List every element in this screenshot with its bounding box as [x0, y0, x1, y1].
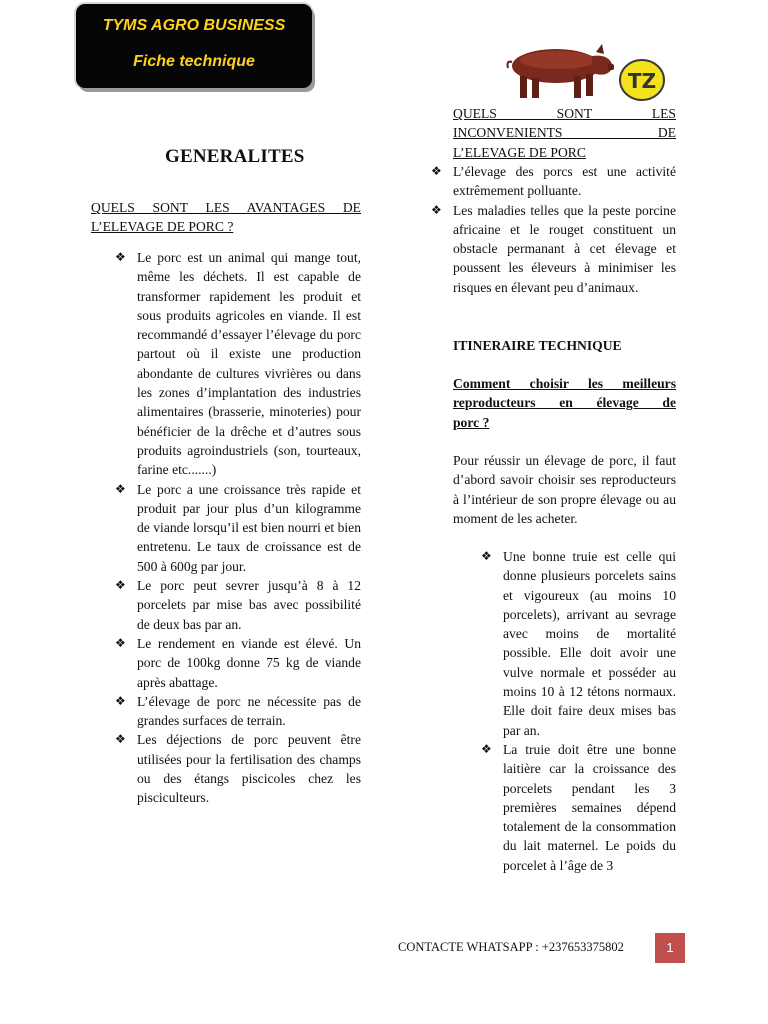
diamond-bullet-icon: ❖: [115, 481, 126, 496]
diamond-bullet-icon: ❖: [115, 635, 126, 650]
itineraire-title: ITINERAIRE TECHNIQUE: [453, 338, 622, 353]
list-item: ❖ Les maladies telles que la peste porcine africaine et le rouget constituent un obstacle permanant à cet élevage et poussent les éleveurs à minimiser les risques en élevant peu d’animaux.: [431, 202, 676, 295]
inconvenients-list: [431, 162, 676, 297]
list-item: ❖ Une bonne truie est celle qui donne plusieurs porcelets sains et vigoureux (au moins 10 porcelets), arrivant au sevrage avec moins de mortalité possible. Elle doit avoir une vulve normale et posséder au moins 10 à 12 tétons normaux. Elle doit faire deux mises bas par an.: [481, 549, 676, 738]
list-item: ❖ La truie doit être une bonne laitière car la croissance des porcelets pendant les 3 premières semaines dépend totalement de la consommation du lait maternel. Le poids du porcelet à l’âge de 3: [481, 741, 676, 873]
diamond-bullet-icon: ❖: [481, 741, 492, 756]
diamond-bullet-icon: ❖: [115, 578, 126, 593]
company-name: TYMS AGRO BUSINESS: [102, 17, 286, 34]
document-subtitle: Fiche technique: [133, 53, 255, 70]
tz-logo-icon: [618, 58, 666, 102]
list-item: ❖ Le rendement en viande est élevé. Un porc de 100kg donne 75 kg de viande après abattage.: [115, 635, 361, 690]
diamond-bullet-icon: ❖: [431, 164, 442, 178]
list-item: ❖ L’élevage de porc ne nécessite pas de grandes surfaces de terrain.: [115, 693, 361, 729]
footer-contact: CONTACTE WHATSAPP : +237653375802: [398, 940, 624, 954]
inconvenients-title: QUELS SONT LES INCONVENIENTS DE L’ELEVAGE DE PORC: [453, 106, 676, 160]
logo-text: TZ: [627, 69, 657, 93]
page-number-badge: 1: [655, 933, 685, 963]
list-item: ❖ Le porc est un animal qui mange tout, même les déchets. Il est capable de transformer rapidement les produit et sous produits agricoles en viande. Il est recommandé d’essayer l’élevage du porc partout où il existe une production abondante de cultures vivrières ou dans les zones d’implantation des industries alimentaires (brasserie, minoteries) pour bénéficier de la drêche et d’autres sous produits agroindustriels (son, tourteaux, farine etc.......): [115, 250, 361, 478]
diamond-bullet-icon: ❖: [431, 202, 442, 217]
diamond-bullet-icon: ❖: [115, 693, 126, 708]
list-item: ❖ Le porc peut sevrer jusqu’à 8 à 12 porcelets par mise bas avec possibilité de deux bas par an.: [115, 578, 361, 632]
diamond-bullet-icon: ❖: [115, 732, 126, 747]
choose-breeders-question: Comment choisir les meilleurs reproducteurs en élevage de porc ?: [453, 376, 676, 430]
advantages-title: QUELS SONT LES AVANTAGES DE L’ELEVAGE DE PORC ?: [91, 200, 361, 235]
diamond-bullet-icon: ❖: [481, 549, 492, 563]
list-item: ❖ L’élevage des porcs est une activité extrêmement polluante.: [431, 164, 676, 199]
header-banner: [76, 4, 312, 88]
breeders-criteria-list: [481, 547, 676, 875]
section-heading: GENERALITES: [165, 146, 305, 167]
diamond-bullet-icon: ❖: [115, 250, 126, 264]
list-item: ❖ Les déjections de porc peuvent être utilisées pour la fertilisation des champs ou des étangs piscicoles chez les pisciculteurs.: [115, 732, 361, 806]
advantages-list: [115, 248, 361, 808]
pig-illustration: [500, 40, 618, 102]
list-item: ❖ Le porc a une croissance très rapide et produit par jour plus d’un kilogramme de viande lorsqu’il est bien nourri et bien entretenu. Le taux de croissance est de 500 à 600g par jour.: [115, 481, 361, 574]
itineraire-intro: Pour réussir un élevage de porc, il faut d’abord savoir choisir ses reproducteurs à l’intérieur de son propre élevage ou au moment de les acheter.: [453, 453, 676, 526]
